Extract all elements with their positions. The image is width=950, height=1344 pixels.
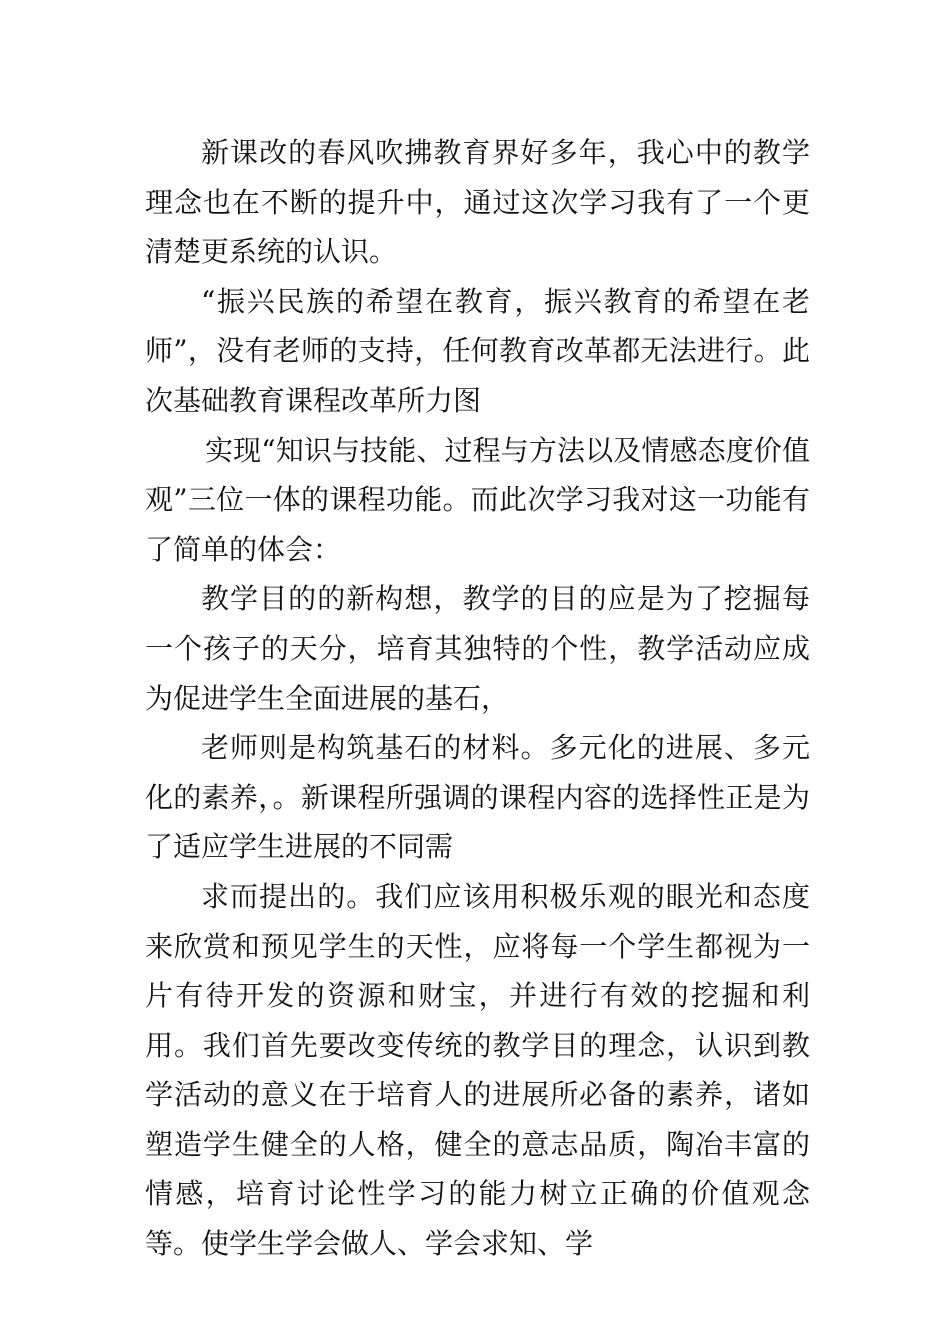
paragraph-1: 新课改的春风吹拂教育界好多年，我心中的教学理念也在不断的提升中，通过这次学习我有了一个更清楚更系统的认识。 xyxy=(145,136,810,269)
paragraph-3: 实现“知识与技能、过程与方法以及情感态度价值观”三位一体的课程功能。而此次学习我对这一功能有了简单的体会： xyxy=(145,433,810,566)
paragraph-4: 教学目的的新构想，教学的目的应是为了挖掘每一个孩子的天分，培育其独特的个性，教学活动应成为促进学生全面进展的基石， xyxy=(145,582,810,715)
paragraph-2: “振兴民族的希望在教育，振兴教育的希望在老师”，没有老师的支持，任何教育改革都无法进行。此次基础教育课程改革所力图 xyxy=(145,284,810,417)
paragraph-6: 求而提出的。我们应该用积极乐观的眼光和态度来欣赏和预见学生的天性，应将每一个学生都视为一片有待开发的资源和财宝，并进行有效的挖掘和利用。我们首先要改变传统的教学目的理念，认识到教学活动的意义在于培育人的进展所必备的素养，诸如塑造学生健全的人格，健全的意志品质，陶冶丰富的情感，培育讨论性学习的能力树立正确的价值观念等。使学生学会做人、学会求知、学 xyxy=(145,879,810,1261)
body-text xyxy=(145,128,810,1269)
paragraph-5: 老师则是构筑基石的材料。多元化的进展、多元化的素养，。新课程所强调的课程内容的选择性正是为了适应学生进展的不同需 xyxy=(145,731,810,864)
